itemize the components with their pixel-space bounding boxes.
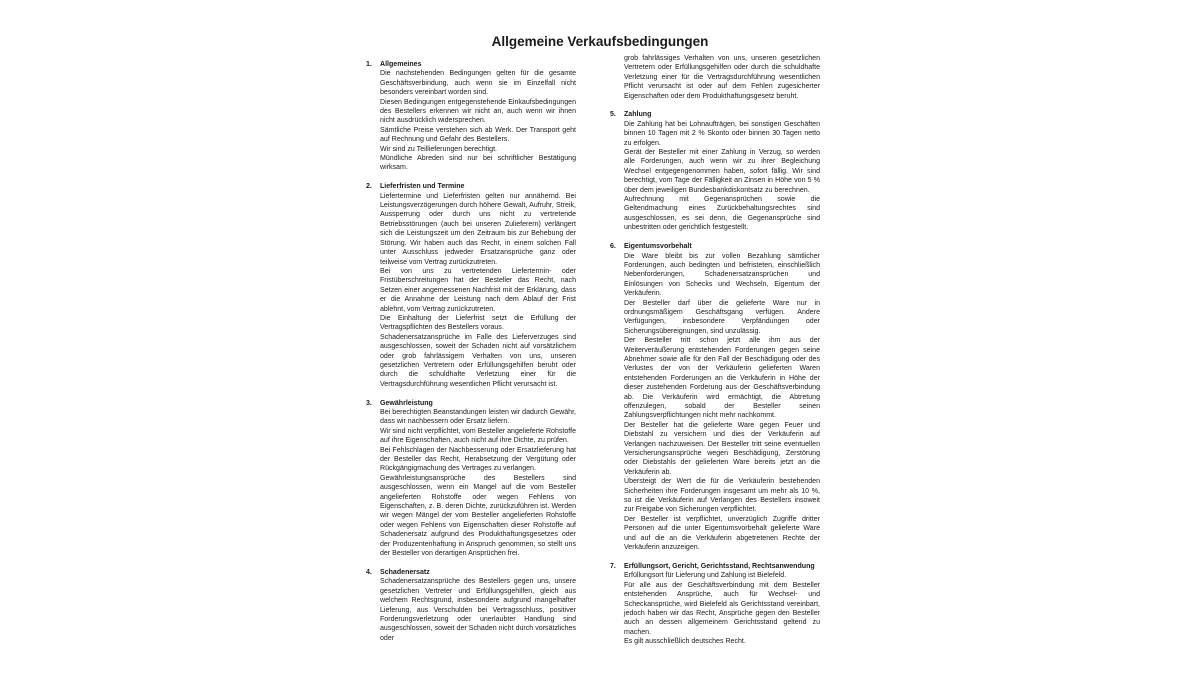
paragraph: Gewährleistungsansprüche des Bestellers sind ausgeschlossen, wenn ein Mangel auf die vom Besteller angelieferten Rohstoffe oder wegen Fehlens von Eigenschaften, z. B. deren Dichte, zurückzuführen ist. Werden wir wegen Mängel der vom Besteller angelieferten Rohstoffe oder wegen Fehlens von Eigenschaften dieser Rohstoffe auf Schadenersatz aufgrund des Produkthaftungsgesetzes oder der Produzentenhaftung in Anspruch genommen, so stellt uns der Besteller von derartigen Ansprüchen frei. [380, 474, 576, 558]
section-number: 1. [366, 61, 372, 68]
paragraph: Der Besteller darf über die gelieferte Ware nur in ordnungsmäßigem Geschäftsgang verfügen. Andere Verfügungen, insbesondere Verpfändungen oder Sicherungsübereignungen, sind unzulässig. [624, 299, 820, 335]
section-erfuellungsort [610, 562, 820, 647]
section-title: Zahlung [624, 111, 652, 119]
section-lieferfristen [366, 182, 576, 389]
paragraph: Wir sind zu Teillieferungen berechtigt. [380, 145, 497, 153]
paragraph: Der Besteller tritt schon jetzt alle ihm aus der Weiterveräußerung entstehenden Forderungen gegen seine Abnehmer sowie alle für den Fall der Beschädigung oder des Verlustes der von der Verkäuferin gelieferten Waren entstehenden Forderungen an die Verkäuferin in Höhe der dieser zustehenden Forderung aus der Geschäftsverbindung ab. Die Verkäuferin wird ermächtigt, die Abtretung offenzulegen, sobald der Besteller seinen Zahlungsverpflichtungen nicht mehr nachkommt. [624, 337, 820, 420]
right-column [610, 54, 820, 656]
paragraph: grob fahrlässiges Verhalten von uns, unseren gesetzlichen Vertretern oder Erfüllungsgehilfen oder durch die schuldhafte Verletzung einer für die Vertragsdurchführung wesentlichen Pflicht verursacht ist oder auf dem Fehlen zugesicherter Eigenschaften oder dem Produkthaftungsgesetz beruht. [624, 55, 820, 100]
paragraph: Schadenersatzansprüche des Bestellers gegen uns, unsere gesetzlichen Vertreter und Erfüllungsgehilfen, gleich aus welchem Rechtsgrund, insbesondere aufgrund mangelhafter Lieferung, aus Verschulden bei Vertragsschluss, positiver Forderungsverletzung oder unerlaubter Handlung sind ausgeschlossen, soweit der Schaden nicht durch vorsätzliches oder [380, 578, 576, 642]
paragraph: Mündliche Abreden sind nur bei schriftlicher Bestätigung wirksam. [380, 155, 576, 172]
paragraph: Schadenersatzansprüche im Falle des Lieferverzuges sind ausgeschlossen, soweit der Schaden nicht auf vorsätzlichem oder grob fahrlässigem Verhalten von uns, unseren gesetzlichen Vertretern oder Erfüllungsgehilfen beruht oder durch die schuldhafte Verletzung einer für die Vertragsdurchführung wesentlichen Pflicht verursacht ist. [380, 333, 576, 388]
paragraph: Bei Fehlschlagen der Nachbesserung oder Ersatzlieferung hat der Besteller das Recht, Herabsetzung der Vergütung oder Rückgängigmachung des Vertrages zu verlangen. [380, 446, 576, 473]
section-zahlung [610, 110, 820, 232]
paragraph: Die Einhaltung der Lieferfrist setzt die Erfüllung der Vertragspflichten des Bestellers voraus. [380, 314, 576, 332]
section-number: 2. [366, 183, 372, 191]
paragraph: Aufrechnung mit Gegenansprüchen sowie die Geltendmachung eines Zurückbehaltungsrechtes sind ausgeschlossen, es sei denn, die Gegenansprüche sind unbestritten oder gerichtlich festgestellt. [624, 196, 820, 232]
paragraph: Bei von uns zu vertretenden Liefertermin- oder Fristüberschreitungen hat der Besteller das Recht, nach Setzen einer angemessenen Nachfrist mit der Erklärung, dass er die Annahme der Leistung nach dem Ablauf der Frist ablehnt, vom Vertrag zurückzutreten. [380, 267, 576, 313]
section-number: 4. [366, 568, 372, 576]
paragraph: Der Besteller ist verpflichtet, unverzüglich Zugriffe dritter Personen auf die unter Eigentumsvorbehalt gelieferte Ware und auf die an die Verkäuferin abgetretenen Rechte der Verkäuferin anzuzeigen. [624, 515, 820, 552]
section-gewaehrleistung [366, 399, 576, 559]
section-title: Lieferfristen und Termine [380, 183, 465, 191]
section-title: Gewährleistung [380, 399, 433, 407]
paragraph: Der Besteller hat die gelieferte Ware gegen Feuer und Diebstahl zu versichern und dies der Verkäuferin auf Verlangen nachzuweisen. Der Besteller tritt seine eventuellen Versicherungsansprüche wegen Beschädigung, Zerstörung oder Diebstahls der gelieferten Ware bereits jetzt an die Verkäuferin ab. [624, 421, 820, 476]
section-title: Schadenersatz [380, 568, 430, 576]
paragraph: Die Zahlung hat bei Lohnaufträgen, bei sonstigen Geschäften binnen 10 Tagen mit 2 % Skonto oder binnen 30 Tagen netto zu erfolgen. [624, 120, 820, 147]
section-schadenersatz [366, 568, 576, 643]
paragraph: Liefertermine und Lieferfristen gelten nur annähernd. Bei Leistungsverzögerungen durch höhere Gewalt, Aufruhr, Streik, Aussperrung oder durch uns nicht zu vertretende Betriebsstörungen (auch bei unseren Zulieferern) verlängert sich die Leistungszeit um den Zeitraum bis zur Behebung der Störung. Wir haben auch das Recht, in einem solchen Fall unter Ausschluss jedweder Ersatzansprüche ganz oder teilweise vom Vertrag zurückzutreten. [380, 192, 576, 266]
section-number: 3. [366, 399, 372, 407]
paragraph: Für alle aus der Geschäftsverbindung mit dem Besteller entstehenden Ansprüche, auch für Wechsel- und Scheckansprüche, wird Bielefeld als Gerichtsstand vereinbart, jedoch haben wir das Recht, Ansprüche gegen den Besteller auch an dessen allgemeinem Gerichtsstand geltend zu machen. [624, 581, 820, 636]
paragraph: Bei berechtigten Beanstandungen leisten wir dadurch Gewähr, dass wir nachbessern oder Ersatz liefern. [380, 409, 576, 426]
paragraph: Die Ware bleibt bis zur vollen Bezahlung sämtlicher Forderungen, auch bedingten und befristeten, einschließlich Nebenforderungen, Schadenersatzansprüchen und Einlösungen von Schecks und Wechseln, Eigentum der Verkäuferin. [624, 252, 820, 298]
paragraph: Gerät der Besteller mit einer Zahlung in Verzug, so werden alle Forderungen, auch wenn wir zu ihrer Begleichung Wechsel entgegengenommen haben, sofort fällig. Wir sind berechtigt, vom Tage der Fälligkeit an Zinsen in Höhe von 5 % über dem jeweiligen Bundesbankdiskontsatz zu berechnen. [624, 149, 820, 194]
paragraph: Sämtliche Preise verstehen sich ab Werk. Der Transport geht auf Rechnung und Gefahr des Bestellers. [380, 126, 576, 144]
section-number: 6. [610, 243, 616, 251]
section-title: Erfüllungsort, Gericht, Gerichtsstand, Rechtsanwendung [624, 562, 815, 570]
section-schadenersatz-continued [610, 54, 820, 101]
paragraph: Wir sind nicht verpflichtet, vom Besteller angelieferte Rohstoffe auf ihre Eigenschaften, auch nicht auf ihre Dichte, zu prüfen. [380, 427, 576, 445]
paragraph: Die nachstehenden Bedingungen gelten für die gesamte Geschäftsverbindung, auch wenn sie im Einzelfall nicht besonders vereinbart worden sind. [380, 70, 576, 97]
section-eigentumsvorbehalt [610, 242, 820, 552]
section-number: 5. [610, 111, 616, 119]
section-number: 7. [610, 562, 616, 570]
section-allgemeines [366, 60, 576, 173]
section-title: Eigentumsvorbehalt [624, 243, 692, 251]
paragraph: Erfüllungsort für Lieferung und Zahlung ist Bielefeld. [624, 572, 787, 580]
paragraph: Es gilt ausschließlich deutsches Recht. [624, 638, 746, 646]
paragraph: Diesen Bedingungen entgegenstehende Einkaufsbedingungen des Bestellers erkennen wir nicht an, auch wenn wir ihnen nicht ausdrücklich widersprechen. [380, 98, 576, 125]
section-title: Allgemeines [380, 61, 422, 68]
document-title: Allgemeine Verkaufsbedingungen [491, 34, 709, 49]
paragraph: Übersteigt der Wert die für die Verkäuferin bestehenden Sicherheiten ihre Forderungen insgesamt um mehr als 10 %, so ist die Verkäuferin auf Verlangen des Bestellers insoweit zur Freigabe von Sicherungen verpflichtet. [624, 478, 820, 514]
left-column [366, 60, 576, 653]
